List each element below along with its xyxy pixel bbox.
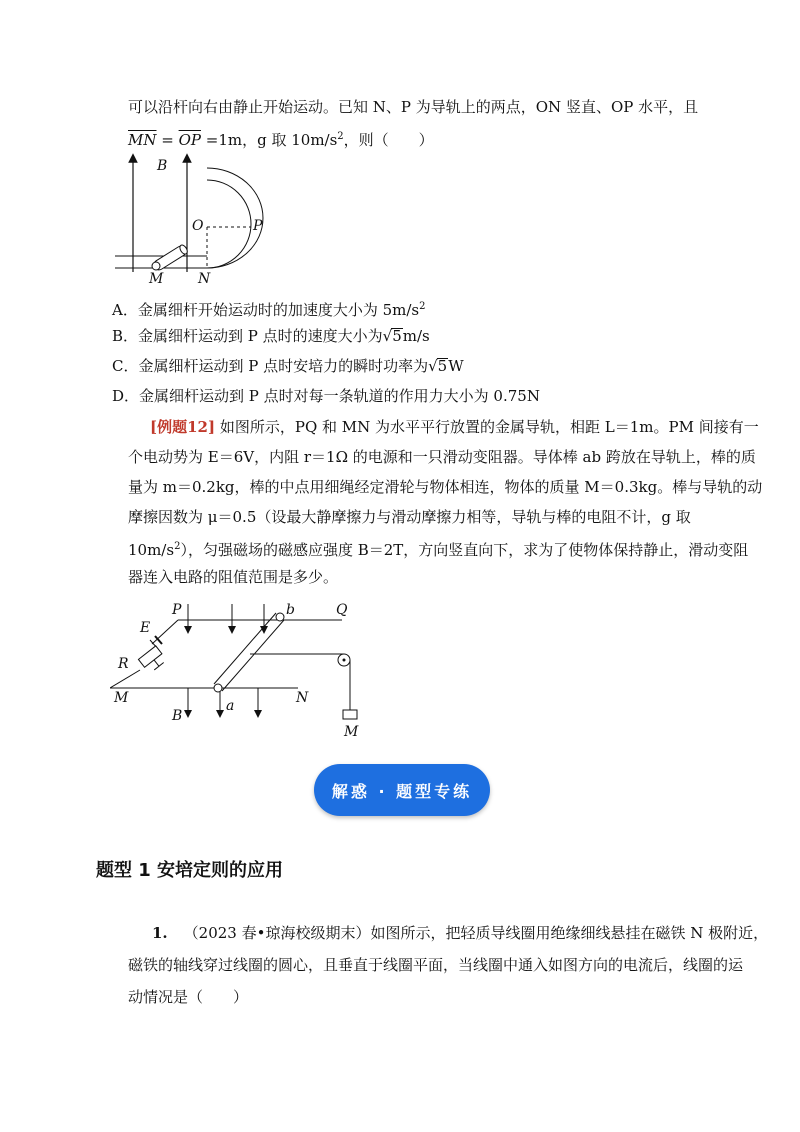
intro-text-2-end: ，则（ ） <box>343 131 434 149</box>
equals-sign: = <box>156 131 179 149</box>
banner-label: 解惑 · 题型专练 <box>331 781 473 801</box>
label-b: b <box>286 602 295 618</box>
section-title-text: 题型 1 安培定则的应用 <box>96 860 284 881</box>
segment-mn: $\overline{MN}$ <box>128 131 157 149</box>
example12-text-1: 如图所示，PQ 和 MN 为水平平行放置的金属导轨，相距 L＝1m。PM 间接有一 <box>215 418 759 436</box>
example12-line-3 <box>128 476 762 498</box>
example12-line-4 <box>128 506 691 528</box>
option-a-text: A．金属细杆开始运动时的加速度大小为 5m/s <box>112 301 420 319</box>
practice-banner <box>314 764 490 816</box>
example12-line-6 <box>128 566 338 588</box>
label-M: M <box>149 271 164 287</box>
label-B: B <box>172 708 183 724</box>
figure-semicircle-rail <box>110 150 280 290</box>
radicand: 5 <box>392 327 402 345</box>
superscript: 2 <box>174 541 181 552</box>
option-c-unit: W <box>448 357 464 375</box>
example12-line-1 <box>150 416 759 438</box>
rod-ab-edge-1 <box>214 613 276 684</box>
label-mass-M: M <box>344 724 359 740</box>
segment-op: $\overline{OP}$ <box>178 131 201 149</box>
option-c-text: C．金属细杆运动到 P 点时安培力的瞬时功率为 <box>112 357 429 375</box>
sqrt-symbol: √5 <box>428 357 448 375</box>
option-d <box>112 385 540 407</box>
label-E: E <box>140 620 151 636</box>
label-a: a <box>226 698 235 714</box>
example12-text-2: 个电动势为 E＝6V，内阻 r＝1Ω 的电源和一只滑动变阻器。导体棒 ab 跨放在导轨上，棒的质 <box>128 448 756 466</box>
section-title <box>96 856 283 882</box>
option-a <box>112 296 426 321</box>
label-B: B <box>157 158 168 174</box>
q1-line-1 <box>152 922 768 944</box>
hanging-mass <box>343 710 357 719</box>
label-N: N <box>198 271 211 287</box>
option-b-text: B．金属细杆运动到 P 点时的速度大小为 <box>112 327 383 345</box>
option-b-unit: m/s <box>402 327 430 345</box>
wire-top <box>152 620 178 644</box>
option-b <box>112 325 430 347</box>
sqrt-symbol: √5 <box>382 327 402 345</box>
intro-line-1 <box>128 96 698 118</box>
example12-line-2 <box>128 446 756 468</box>
example12-line-5 <box>128 536 748 561</box>
rod-end-a <box>214 684 222 692</box>
label-P: P <box>253 218 263 234</box>
pulley-axle <box>343 659 346 662</box>
option-a-sup: 2 <box>419 301 426 312</box>
label-Q: Q <box>336 602 348 618</box>
rheostat <box>138 646 166 674</box>
example12-text-5b: ），匀强磁场的磁感应强度 B＝2T，方向竖直向下，求为了使物体保持静止，滑动变阻 <box>180 541 749 559</box>
label-O: O <box>192 218 204 234</box>
example12-text-3: 量为 m＝0.2kg，棒的中点用细绳经定滑轮与物体相连，物体的质量 M＝0.3kg。棒与导轨的动 <box>128 478 763 496</box>
superscript: 2 <box>337 131 344 142</box>
current-into-page-symbol <box>152 262 160 270</box>
example-tag: [例题12] <box>150 418 216 436</box>
q1-line-2 <box>128 954 743 976</box>
intro-line-2 <box>128 126 434 151</box>
intro-text-2: =1m，g 取 10m/s <box>200 131 338 149</box>
wire-bottom <box>110 670 140 688</box>
q1-text-2: 磁铁的轴线穿过线圈的圆心，且垂直于线圈平面，当线圈中通入如图方向的电流后，线圈的运 <box>128 956 744 974</box>
radicand: 5 <box>437 357 448 375</box>
option-c <box>112 355 464 377</box>
rod-ab-edge-2 <box>222 620 284 691</box>
example12-text-5a: 10m/s <box>128 541 175 559</box>
intro-text-1: 可以沿杆向右由静止开始运动。已知 N、P 为导轨上的两点，ON 竖直、OP 水平，且 <box>128 98 699 116</box>
q1-number: 1. <box>152 924 168 942</box>
q1-text-1: （2023 春•琼海校级期末）如图所示，把轻质导线圈用绝缘细线悬挂在磁铁 N 极附近， <box>183 924 769 942</box>
label-M: M <box>114 690 129 706</box>
figure-rails-pulley <box>110 598 370 748</box>
label-R: R <box>118 656 129 672</box>
q1-line-3 <box>128 986 248 1008</box>
q1-text-3: 动情况是（ ） <box>128 988 249 1006</box>
option-d-text: D．金属细杆运动到 P 点时对每一条轨道的作用力大小为 0.75N <box>112 387 540 405</box>
label-P: P <box>172 602 182 618</box>
example12-text-6: 器连入电路的阻值范围是多少。 <box>128 568 339 586</box>
example12-text-4: 摩擦因数为 μ＝0.5（设最大静摩擦力与滑动摩擦力相等，导轨与棒的电阻不计，g 取 <box>128 508 691 526</box>
label-N: N <box>296 690 309 706</box>
rod-end-b <box>276 613 284 621</box>
